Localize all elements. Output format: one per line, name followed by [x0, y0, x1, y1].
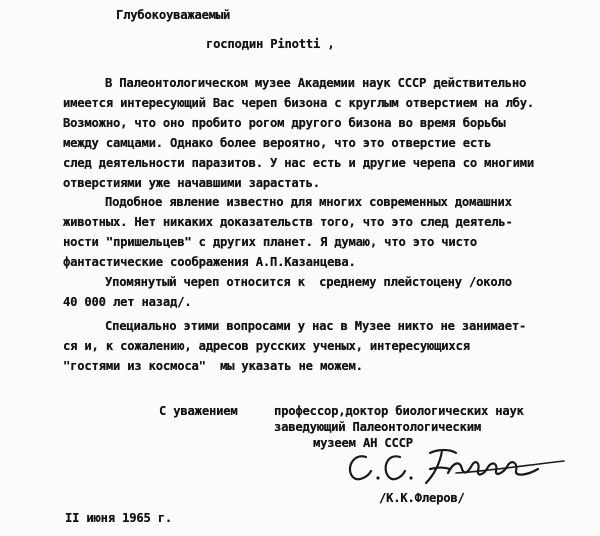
addressee: господин Pinotti , [206, 37, 335, 51]
paragraph-3-line-1: Упомянутый череп относится к среднему плейстоцену /около [105, 275, 512, 289]
salutation: Глубокоуважаемый [116, 8, 231, 22]
handwritten-signature [338, 443, 568, 491]
signer-title-line-3: музеем АН СССР [313, 436, 413, 450]
paragraph-4-line-2: ся и, к сожалению, адресов русских ученых, интересующихся [63, 339, 470, 353]
paragraph-4-line-1: Специально этими вопросами у нас в Музее никто не занимает- [105, 319, 527, 333]
paragraph-4-line-3: "гостями из космоса" мы указать не можем. [63, 359, 363, 373]
paragraph-3-line-2: 40 000 лет назад/. [63, 295, 192, 309]
closing: С уважением [159, 404, 238, 418]
letter-date: II июня 1965 г. [65, 511, 173, 525]
paragraph-2-line-3: ности "пришельцев" с других планет. Я думаю, что это чисто [63, 235, 477, 249]
paragraph-2-line-1: Подобное явление известно для многих современных домашних [105, 195, 512, 209]
paragraph-1-line-5: след деятельности паразитов. У нас есть и другие черепа со многими [63, 156, 535, 170]
paragraph-1-line-3: Возможно, что оно пробито рогом другого бизона во время борьбы [63, 116, 506, 130]
paragraph-1-line-2: имеется интересующий Вас череп бизона с круглым отверстием на лбу. [63, 96, 535, 110]
signer-title-line-2: заведующий Палеонтологическим [274, 420, 481, 434]
paragraph-2-line-2: животных. Нет никаких доказательств того, что это след деятель- [63, 215, 513, 229]
paragraph-1-line-6: отверстиями уже начавшими зарастать. [63, 176, 320, 190]
signer-name: /К.К.Флеров/ [379, 491, 465, 505]
paragraph-1-line-4: между самцами. Однако более вероятно, что это отверстие есть [63, 136, 492, 150]
paragraph-1-line-1: В Палеонтологическом музее Академии наук СССР действительно [105, 76, 527, 90]
signer-title-line-1: профессор,доктор биологических наук [274, 404, 524, 418]
paragraph-2-line-4: фантастические соображения А.П.Казанцева. [63, 255, 356, 269]
